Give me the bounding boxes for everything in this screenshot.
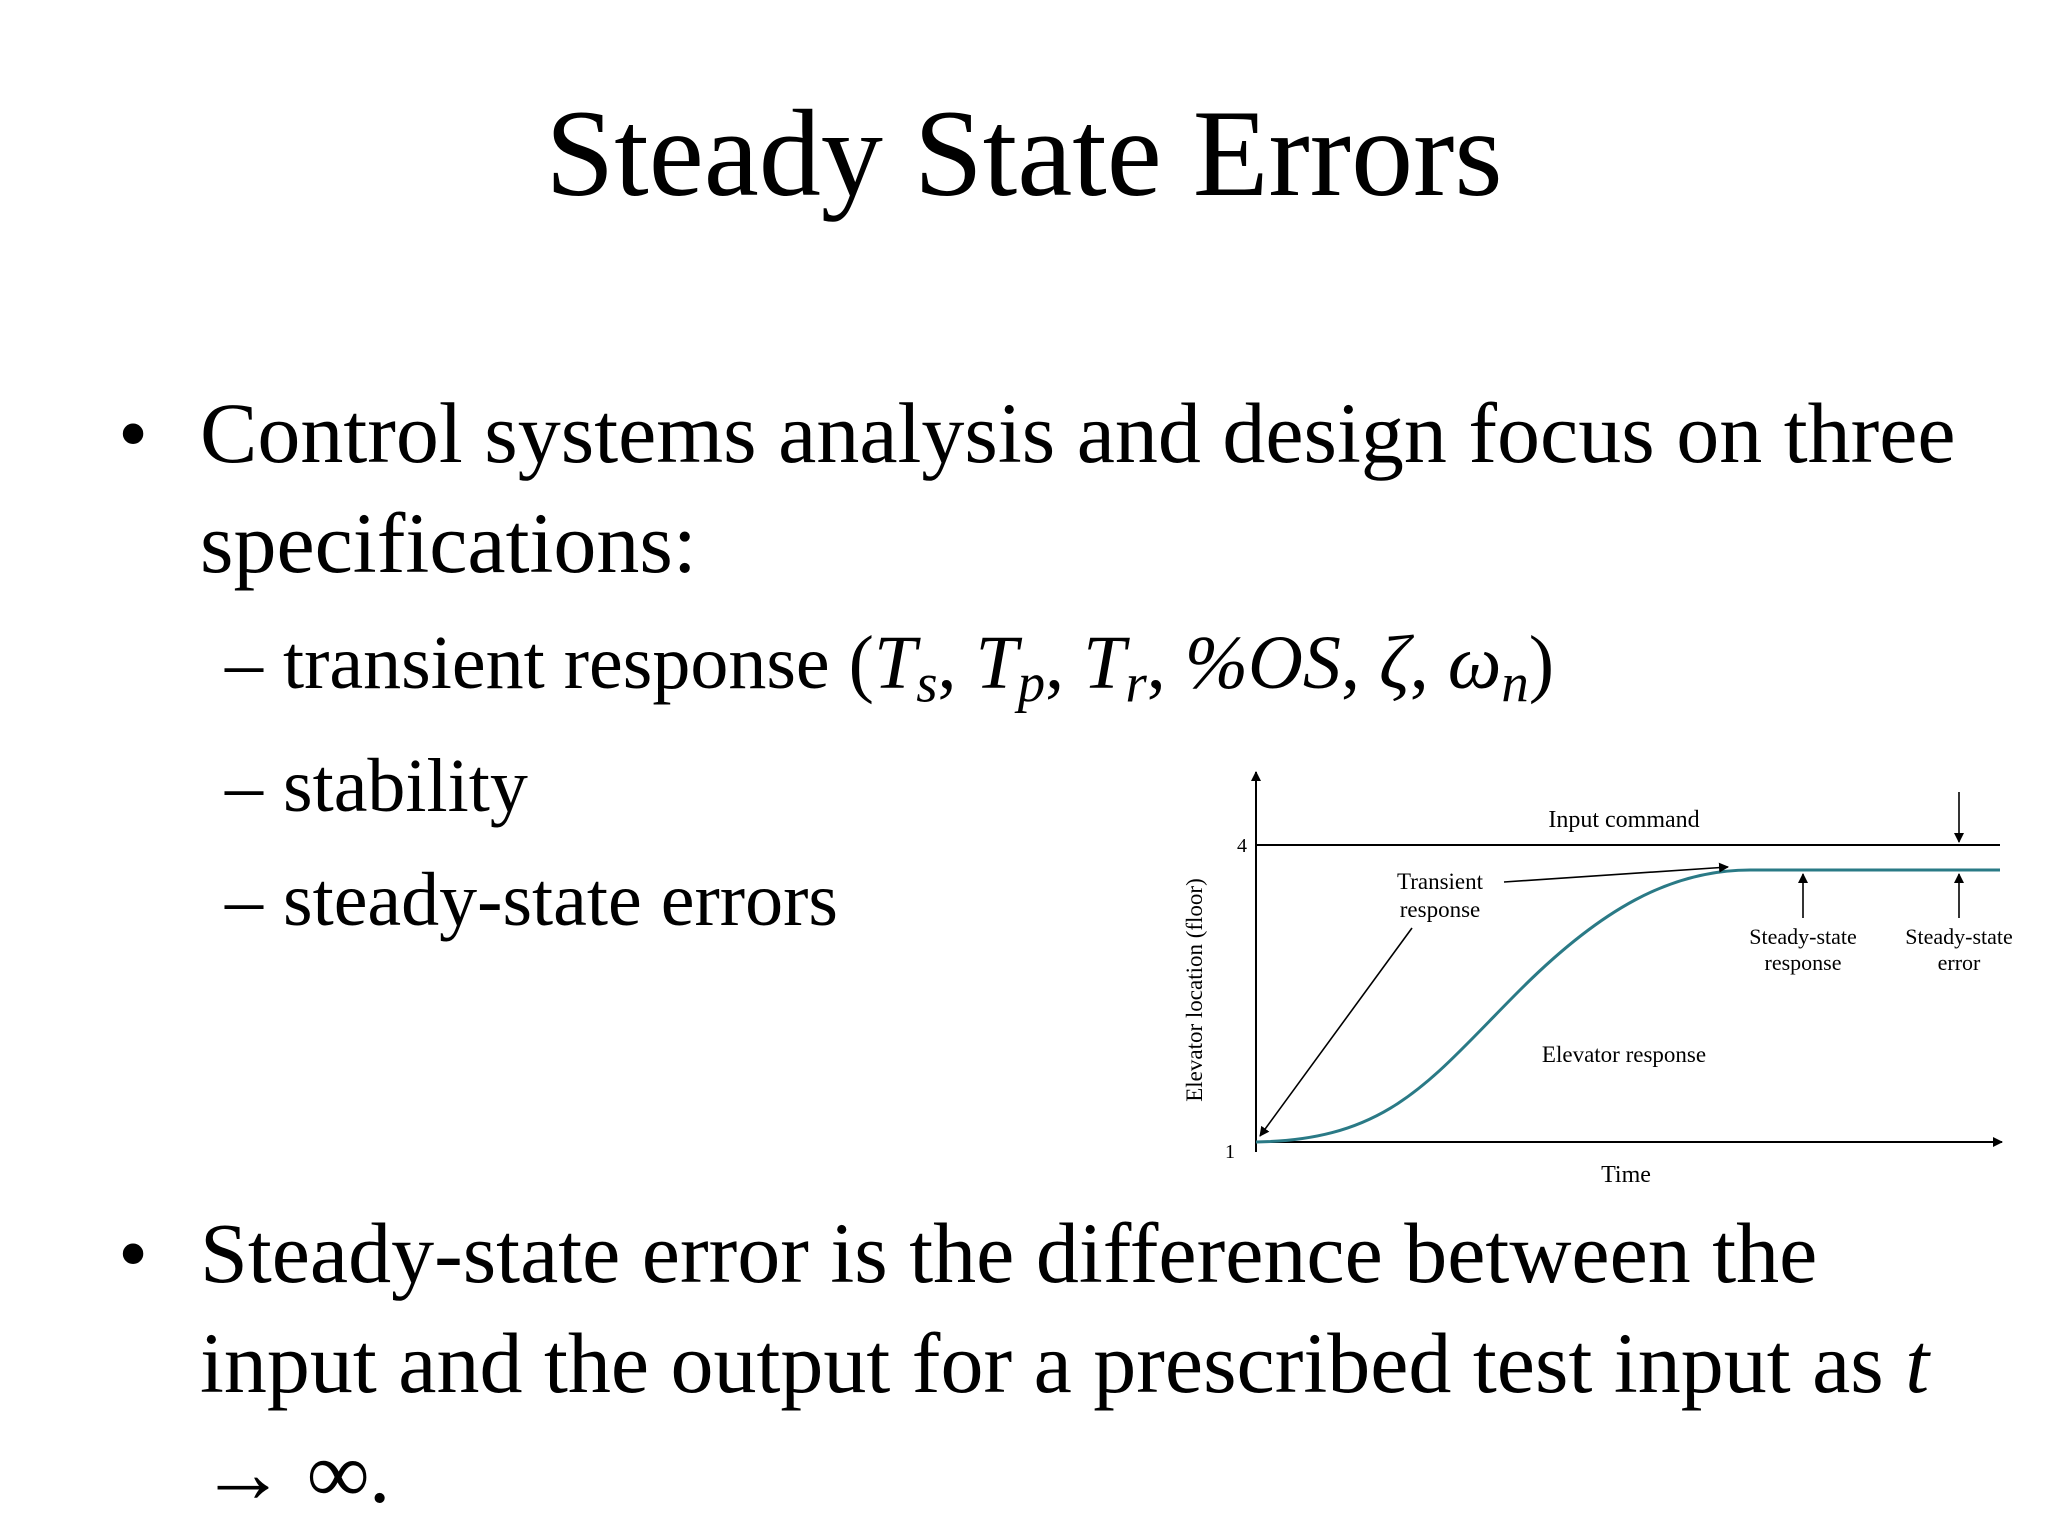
limit-formula: t → ∞ xyxy=(200,1315,1930,1521)
subitem-dash: – xyxy=(225,858,263,942)
input-command-label: Input command xyxy=(1548,807,1700,833)
y-axis-label: Elevator location (floor) xyxy=(1182,878,1207,1102)
subitem-steady-state-errors xyxy=(225,858,838,942)
elevator-response-figure xyxy=(1160,760,2040,1200)
subitem-text: steady-state errors xyxy=(283,858,838,942)
y-tick-1: 1 xyxy=(1225,1141,1235,1163)
ss-error-label-line2: error xyxy=(1937,950,1981,975)
bullet-marker: • xyxy=(118,1205,149,1301)
elevator-response-label: Elevator response xyxy=(1541,1042,1707,1067)
subitem-dash: – xyxy=(225,744,263,828)
bullet-marker: • xyxy=(118,385,149,481)
bullet-period: . xyxy=(368,1425,391,1521)
subitem-dash: – xyxy=(225,621,263,705)
bullet-specifications xyxy=(118,378,1960,598)
slide-title: Steady State Errors xyxy=(545,85,1503,222)
subitem-transient-response xyxy=(225,621,1555,714)
y-tick-4: 4 xyxy=(1237,835,1247,857)
elevator-response-curve xyxy=(1256,870,2000,1142)
ss-response-label-line1: Steady-state xyxy=(1749,924,1857,949)
transient-label-line1: Transient xyxy=(1396,869,1484,894)
transient-arrow-to-start xyxy=(1260,928,1412,1136)
subitem-text: stability xyxy=(283,744,528,828)
transient-label-line2: response xyxy=(1399,897,1481,922)
ss-error-label-line1: Steady-state xyxy=(1905,924,2013,949)
ss-response-label-line2: response xyxy=(1764,950,1842,975)
x-axis-label: Time xyxy=(1601,1162,1651,1188)
transient-arrow-to-curve xyxy=(1504,867,1728,882)
bullet-steady-state-definition xyxy=(118,1198,1960,1528)
subitem-stability xyxy=(225,744,528,828)
bullet-text: Control systems analysis and design focus on three specifications: xyxy=(200,385,1956,591)
transient-specs-formula: ($T_s$, $T_p$, $T_r$, %OS, ζ, $\omega_n$) xyxy=(848,621,1555,714)
bullet-text: Steady-state error is the difference between the input and the output for a prescribed test input as xyxy=(200,1205,1884,1411)
subitem-text: transient response xyxy=(283,621,830,705)
